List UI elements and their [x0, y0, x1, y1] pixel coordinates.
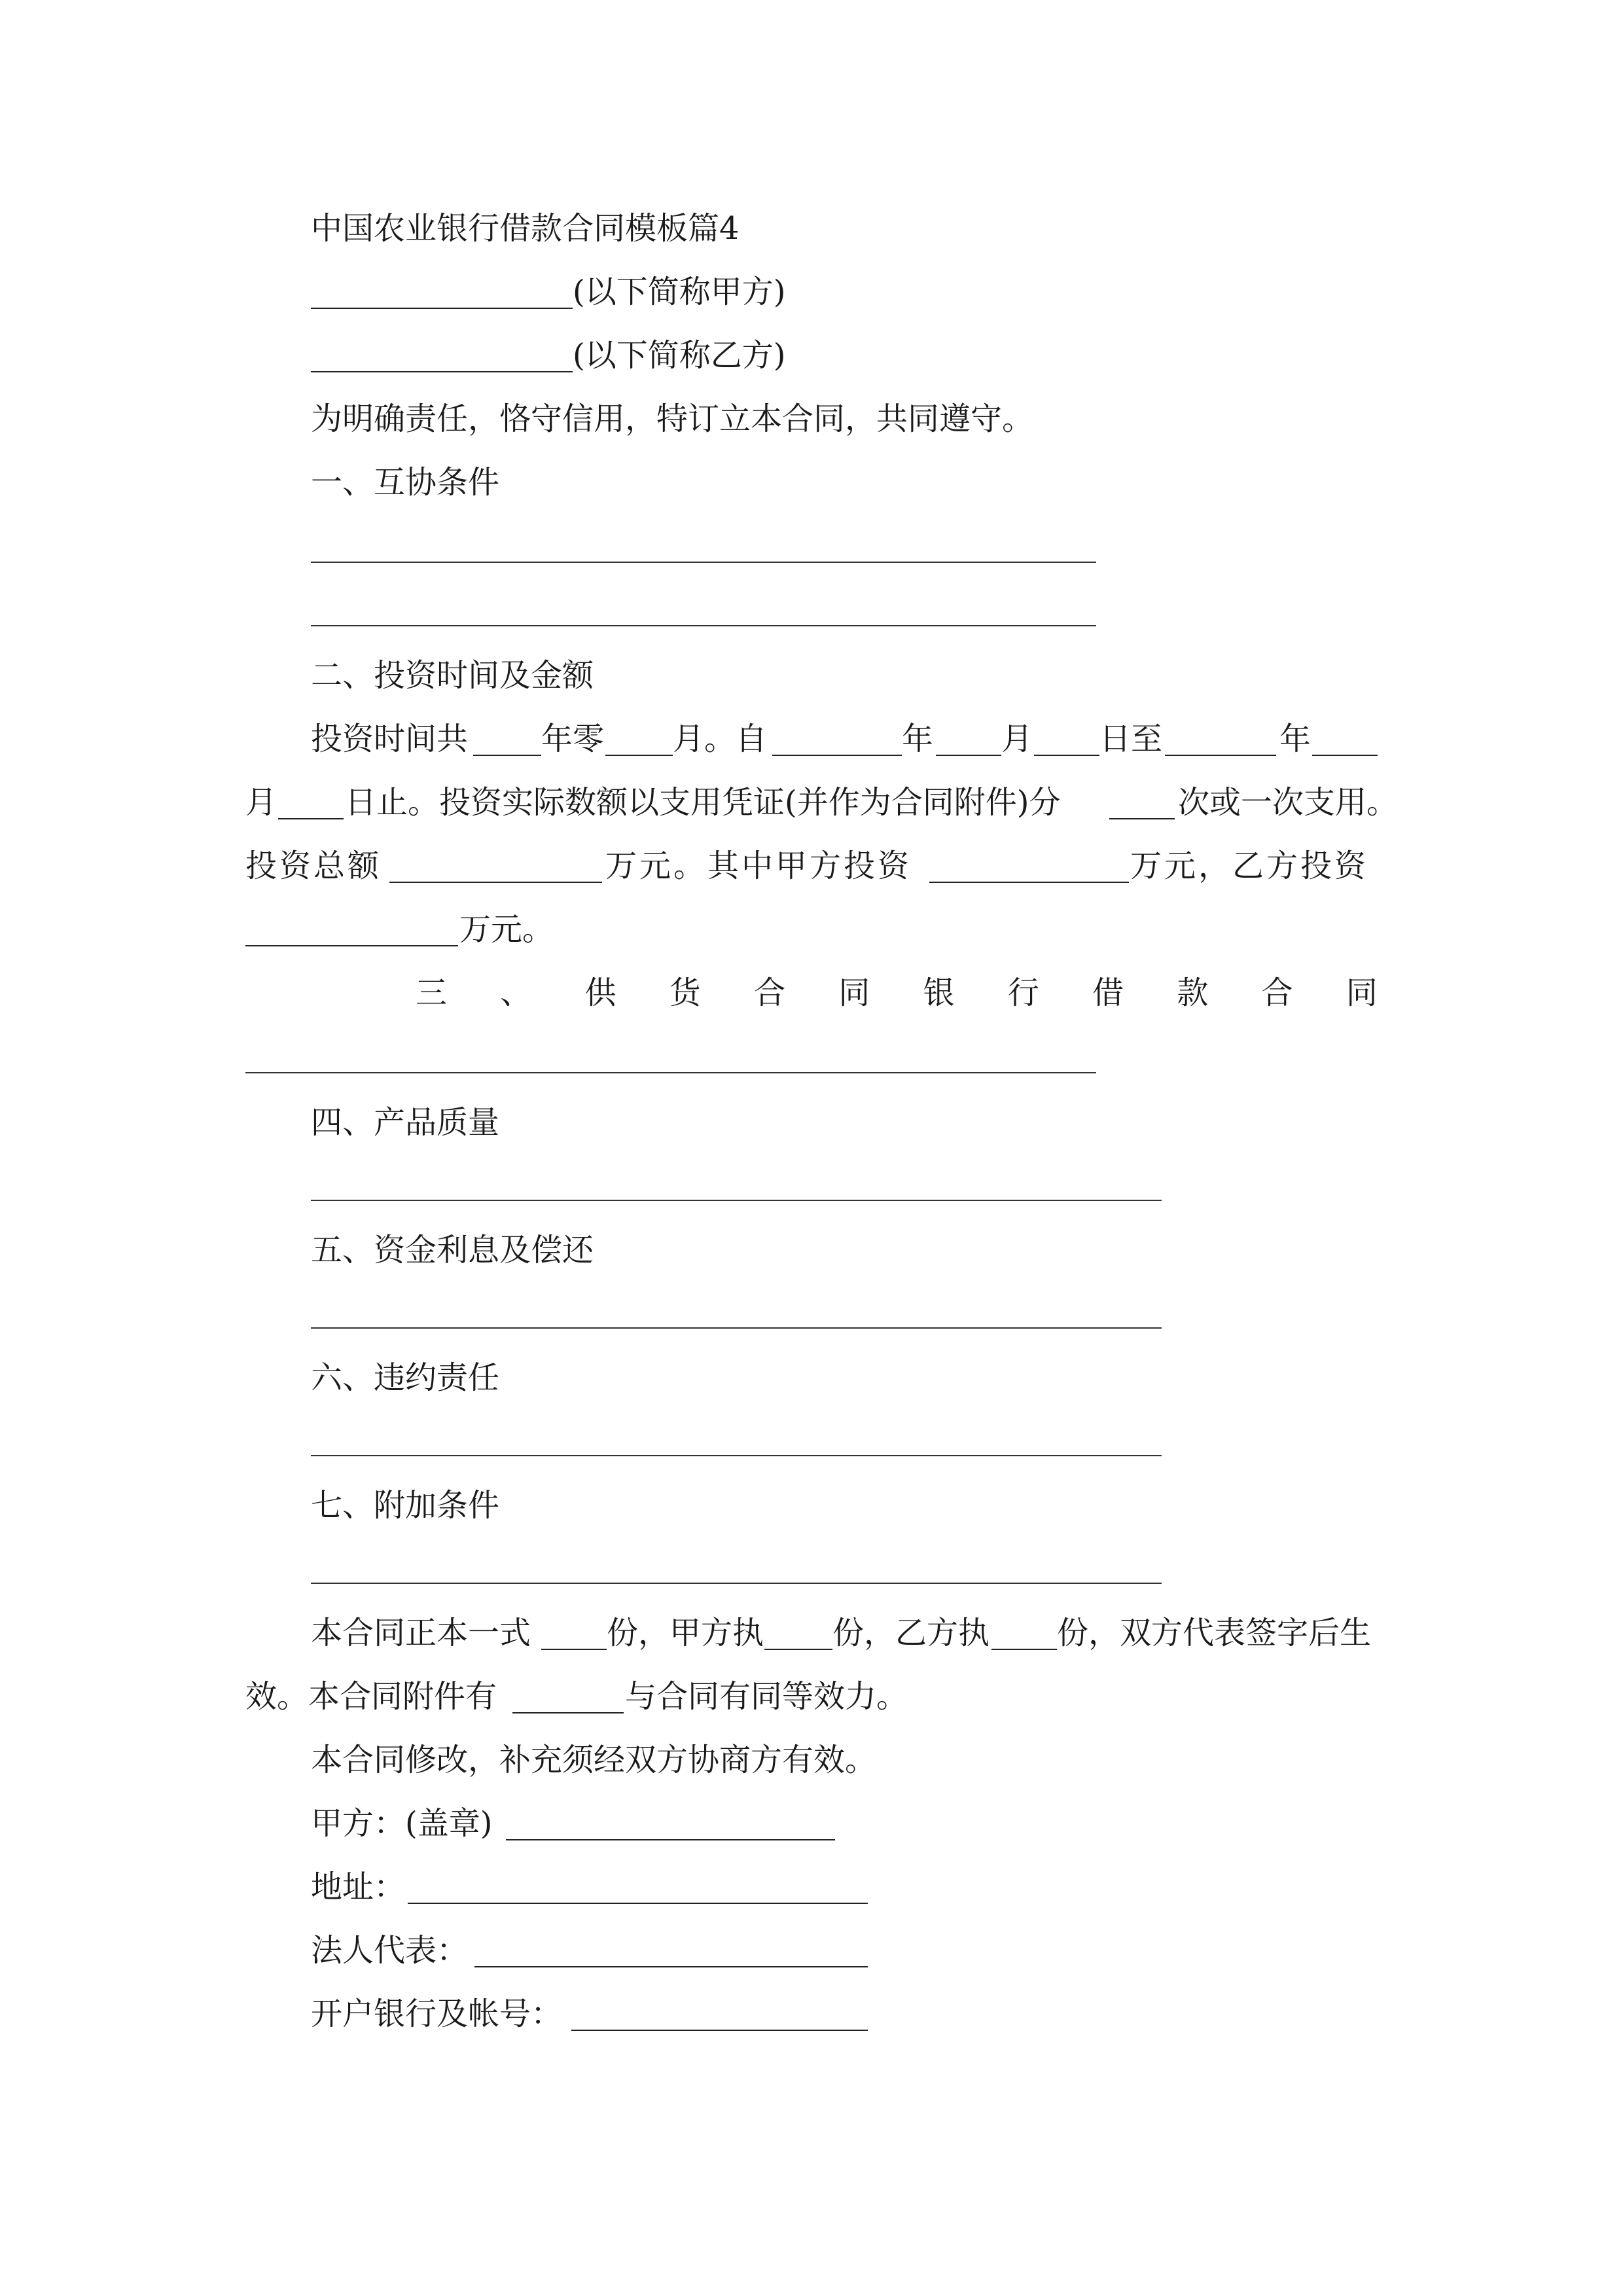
sign-bank-label: 开户银行及帐号：	[311, 1996, 563, 2032]
s3-char: 同	[1346, 975, 1378, 1011]
party-a-amount-blank	[929, 882, 1129, 883]
s3-char: 货	[669, 975, 701, 1011]
sign-bank-blank	[571, 2030, 868, 2031]
copies-party-a-blank	[764, 1649, 832, 1650]
invest-text-1: 投资时间共	[311, 721, 469, 757]
invest-text-2: 年零	[541, 721, 605, 757]
section-7-rule	[311, 1583, 1162, 1584]
invest-text-6: 日至	[1099, 721, 1163, 757]
invest-text-12: 万元。其中甲方投资	[605, 848, 912, 884]
section-1-rule-2	[311, 625, 1096, 626]
intro-text: 为明确责任，恪守信用，特订立本合同，共同遵守。	[311, 401, 1034, 437]
sign-legal-rep-label: 法人代表：	[311, 1932, 469, 1969]
section-5-rule	[311, 1327, 1162, 1329]
invest-text-3: 月。自	[673, 721, 768, 757]
party-b-blank	[311, 371, 573, 372]
end-day-blank	[278, 818, 344, 819]
section-2-title: 二、投资时间及金额	[311, 657, 594, 694]
start-year-blank	[772, 755, 902, 756]
s3-char: 供	[584, 975, 616, 1011]
s3-char: 合	[1261, 975, 1293, 1011]
copies-text-1: 本合同正本一式	[311, 1615, 531, 1651]
section-1-title: 一、互协条件	[311, 464, 500, 501]
doc-title-text: 中国农业银行借款合同模板篇4	[311, 210, 740, 247]
total-amount-blank	[389, 882, 602, 883]
start-month-blank	[936, 755, 1001, 756]
amend-text: 本合同修改，补充须经双方协商方有效。	[311, 1742, 877, 1778]
section-5-title: 五、资金利息及偿还	[311, 1232, 594, 1268]
draw-times-blank	[1109, 818, 1175, 819]
invest-text-11: 投资总额	[245, 848, 382, 884]
sign-address-blank	[408, 1903, 868, 1904]
invest-text-10: 次或一次支用。	[1178, 784, 1399, 821]
copies-total-blank	[541, 1649, 607, 1650]
section-1-rule-1	[311, 562, 1096, 563]
party-a-blank	[311, 308, 573, 309]
attachments-blank	[512, 1712, 624, 1713]
s3-char: 借	[1092, 975, 1124, 1011]
sign-party-a-blank	[506, 1839, 835, 1840]
section-3-rule	[245, 1072, 1096, 1073]
s3-char: 、	[500, 975, 532, 1011]
section-4-rule	[311, 1200, 1162, 1201]
copies-text-6: 与合同有同等效力。	[625, 1678, 908, 1715]
end-year-blank	[1165, 755, 1276, 756]
copies-party-b-blank	[991, 1649, 1057, 1650]
copies-text-4: 份，双方代表签字后生	[1057, 1615, 1372, 1651]
invest-text-4: 年	[902, 721, 934, 757]
invest-years-blank	[473, 755, 541, 756]
party-a-label: (以下简称甲方)	[573, 274, 786, 310]
s3-char: 款	[1177, 975, 1209, 1011]
invest-text-5: 月	[1001, 721, 1033, 757]
party-b-label: (以下简称乙方)	[573, 337, 786, 374]
copies-text-2: 份，甲方执	[607, 1615, 764, 1651]
invest-text-8: 月	[245, 784, 277, 821]
invest-months-blank	[605, 755, 673, 756]
start-day-blank	[1034, 755, 1099, 756]
section-6-title: 六、违约责任	[311, 1359, 500, 1396]
copies-text-3: 份，乙方执	[832, 1615, 990, 1651]
s3-char: 行	[1007, 975, 1039, 1011]
invest-text-14: 万元。	[459, 911, 554, 948]
section-7-title: 七、附加条件	[311, 1487, 500, 1524]
sign-party-a-label: 甲方：(盖章)	[311, 1805, 493, 1842]
section-3-title	[416, 969, 1378, 1016]
section-4-title: 四、产品质量	[311, 1104, 500, 1141]
end-month-blank	[1312, 755, 1378, 756]
copies-text-5: 效。本合同附件有	[245, 1678, 497, 1715]
sign-legal-rep-blank	[474, 1966, 868, 1967]
s3-char: 合	[754, 975, 786, 1011]
invest-text-9: 日止。投资实际数额以支用凭证(并作为合同附件)分	[345, 784, 1061, 821]
invest-text-7: 年	[1279, 721, 1311, 757]
invest-text-13: 万元，乙方投资	[1130, 848, 1369, 884]
s3-char: 银	[923, 975, 955, 1011]
sign-address-label: 地址：	[311, 1869, 406, 1905]
party-b-amount-blank	[245, 945, 458, 946]
section-6-rule	[311, 1455, 1162, 1456]
s3-char: 同	[838, 975, 870, 1011]
s3-char: 三	[416, 975, 448, 1011]
